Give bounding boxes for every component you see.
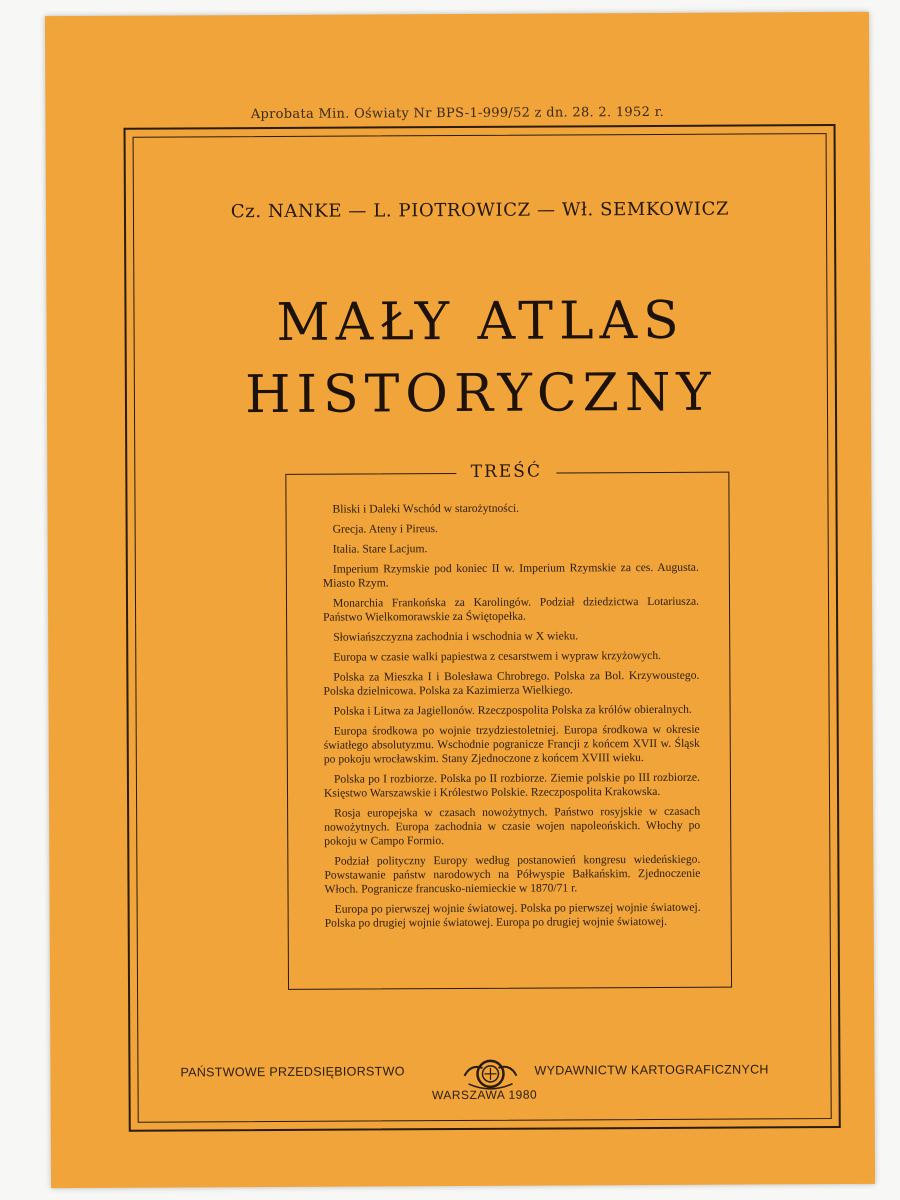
toc-item: Rosja europejska w czasach nowożytnych. Państwo rosyjskie w czasach nowożytnych. Europa zachodnia w czasie wojen napoleońskich. Włochy po pokoju w Campo Formio. bbox=[324, 804, 701, 848]
publisher-name-left: PAŃSTWOWE PRZEDSIĘBIORSTWO bbox=[180, 1064, 405, 1080]
toc-item: Podział polityczny Europy według postanowień kongresu wiedeńskiego. Powstawanie państw narodowych na Półwyspie Bałkańskim. Zjednoczenie Włoch. Pogranicze francusko-niemieckie w 1870/71 r. bbox=[324, 852, 701, 896]
toc-item: Monarchia Frankońska za Karolingów. Podział dziedzictwa Lotariusza. Państwo Wielkomorawskie za Świętopełka. bbox=[323, 594, 700, 624]
toc-item: Polska po I rozbiorze. Polska po II rozbiorze. Ziemie polskie po III rozbiorze. Księstwo Warszawskie i Królestwo Polskie. Rzeczpospolita Krakowska. bbox=[323, 770, 700, 800]
toc-item: Słowiańszczyzna zachodnia i wschodnia w X wieku. bbox=[333, 629, 579, 644]
approbation-note: Aprobata Min. Oświaty Nr BPS-1-999/52 z dn. 28. 2. 1952 r. bbox=[250, 104, 665, 123]
toc-item: Polska za Mieszka I i Bolesława Chrobrego. Polska za Bol. Krzywoustego. Polska dzielnicowa. Polska za Kazimierza Wielkiego. bbox=[323, 668, 700, 698]
toc-item: Bliski i Daleki Wschód w starożytności. bbox=[332, 501, 520, 516]
toc-item: Imperium Rzymskie pod koniec II w. Imperium Rzymskie za ces. Augusta. Miasto Rzym. bbox=[322, 560, 699, 590]
publisher-name-right: WYDAWNICTW KARTOGRAFICZNYCH bbox=[534, 1062, 769, 1078]
toc-item: Europa środkowa po wojnie trzydziestoletniej. Europa środkowa w okresie światłego absolutyzmu. Wschodnie pogranicze Francji z końcem XVII w. Śląsk po pokoju wrocławskim. Stany Zjednoczone z końcem XVIII wieku. bbox=[323, 722, 700, 766]
title-line-2: HISTORYCZNY bbox=[244, 362, 717, 426]
title-line-1: MAŁY ATLAS bbox=[276, 290, 685, 353]
toc-item: Europa po pierwszej wojnie światowej. Polska po pierwszej wojnie światowej. Polska po drugiej wojnie światowej. Europa po drugiej wojnie światowej. bbox=[324, 900, 701, 930]
outer-frame bbox=[124, 124, 841, 1132]
toc-list bbox=[322, 501, 700, 937]
toc-item: Polska i Litwa za Jagiellonów. Rzeczpospolita Polska za królów obieralnych. bbox=[333, 702, 692, 718]
city-year: WARSZAWA 1980 bbox=[431, 1087, 538, 1103]
authors-line: Cz. NANKE — L. PIOTROWICZ — Wł. SEMKOWICZ bbox=[230, 198, 730, 223]
table-of-contents bbox=[285, 461, 732, 990]
toc-heading: TREŚĆ bbox=[456, 461, 556, 482]
toc-item: Italia. Stare Lacjum. bbox=[332, 542, 428, 556]
toc-item: Europa w czasie walki papiestwa z cesarstwem i wypraw krzyżowych. bbox=[333, 648, 662, 664]
book-cover bbox=[45, 12, 875, 1188]
toc-item: Grecja. Ateny i Pireus. bbox=[332, 522, 438, 536]
